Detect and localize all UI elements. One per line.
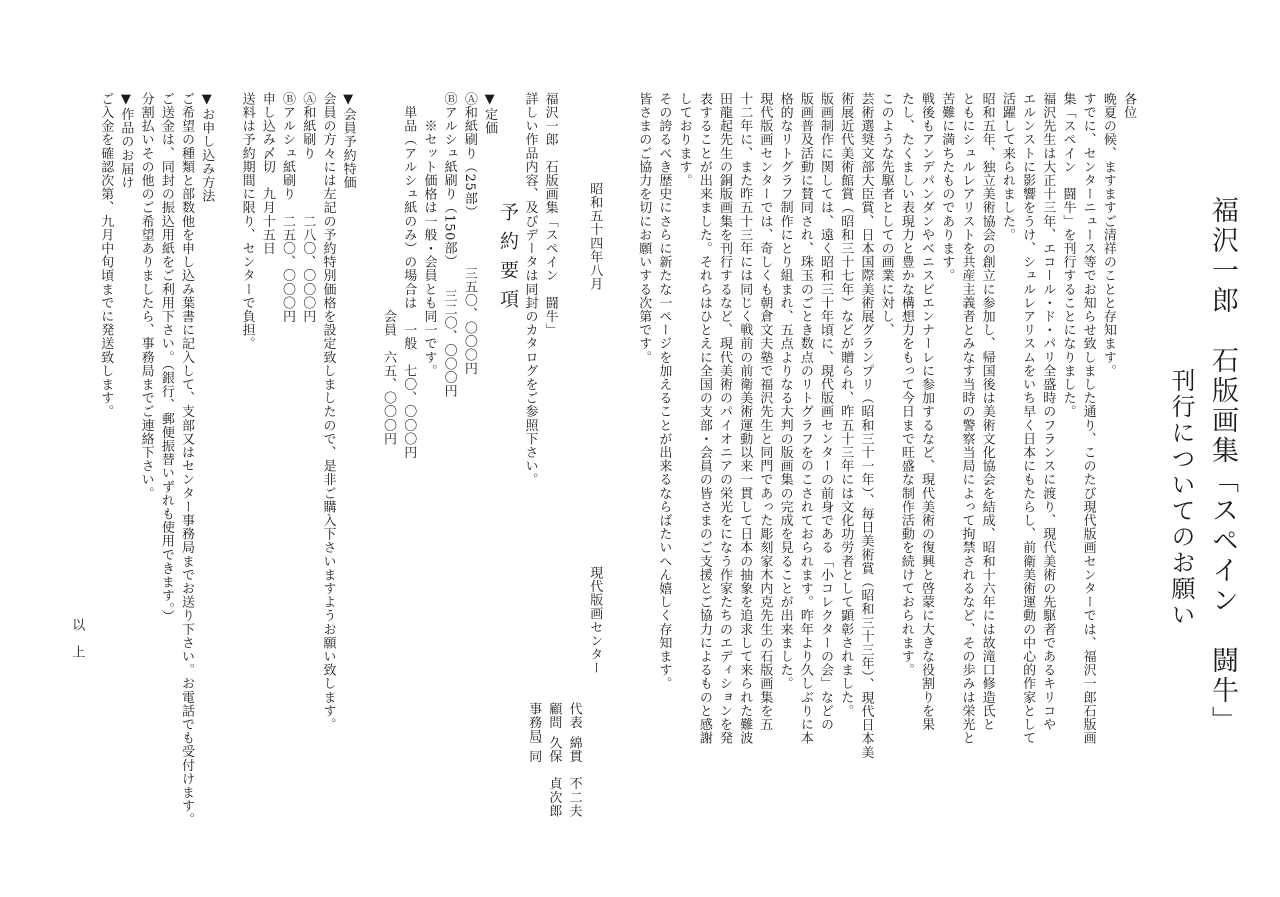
document-title: 福沢一郎 石版画集「スペイン 闘牛」	[1207, 196, 1238, 736]
signatory-names: 綿貫 不二夫 久保 貞次郎 一同	[526, 736, 582, 818]
closing-mark: 以上	[69, 618, 85, 672]
letter-body: 各位 晩夏の候、ますますご清祥のことと存知ます。 すでに、センターニュース等でお知らせ致しました通り、このたび現代版画センターでは、福沢一郎石版画 集「スペイン 闘牛」を刊行することになりました。 福沢先生は大正十三年、エコール・ド・パリ全盛時のフランスに渡り、現代美術の先駆者であるキリコや エルンストに影響をうけ、シュルレアリスムをいち早く日本にもたらし、前衛美術運動の中心的作家として 活躍して来られました。 昭和五年、独立美術協会の創立に参加し、帰国後は美術文化協会を結成、昭和十六年には故滝口修造氏と ともにシュルレアリストを共産主義者とみなす当時の警察当局によって拘禁されるなど、その歩みは栄光と 苦難に満ちたものであります。 戦後もアンデパンダンやベニスビエンナーレに参加するなど、現代美術の復興と啓蒙に大きな役割りを果 たし、たくましい表現力と豊かな構想力をもって今日まで旺盛な制作活動を続けておられます。 このような先駆者としての画業に対し、 芸術選奨文部大臣賞、日本国際美術展グランプリ（昭和三十一年）、毎日美術賞（昭和三十三年）、現代日本美 術展近代美術館賞（昭和三十七年）などが贈られ、昨五十三年には文化功労者として顕彰されました。 版画制作に関しては、遠く昭和三十年頃に、現代版画センターの前身である「小コレクターの会」などの 版画普及活動に賛同され、珠玉のごとき数点のリトグラフをのこされておられます。昨年より久しぶりに本 格的なリトグラフ制作にとり組まれ、五点よりなる大判の版画集の完成を見ることが出来ました。 現代版画センターでは、奇しくも朝倉文夫塾で福沢先生と同門であった彫刻家木内克先生の石版画集を五 十二年に、また昨五十三年には同じく戦前の前衛美術運動以来一貫して日本の抽象を追求して来られた難波 田龍起先生の銅版画集を刊行するなど、現代美術のパイオニアの栄光をになう作家たちのエディションを発 表することが出来ました。それらはひとえに全国の支部・会員の皆さまのご支援とご協力によるものと感謝 しております。 その誇るべき歴史にさらに新たな一ページを加えることが出来るならばたいへん嬉しく存知ます。 皆さまのご協力を切にお願いする次第です。	[636, 92, 1137, 759]
terms-heading: 予約要項	[497, 202, 519, 318]
signatory-titles: 代表 顧問 事務局	[526, 702, 582, 743]
document-subtitle: 刊行についてのお願い	[1167, 368, 1195, 628]
letter-sender: 現代版画センター	[587, 566, 603, 675]
terms-body: 福沢一郎 石版画集「スペイン 闘牛」 詳しい作品内容、及びデータは同封のカタログをご参照下さい。 ▼定価 Ⓐ和紙刷り（25部） 三五〇、〇〇〇円 Ⓑアルシュ紙刷り（150部） 三二〇、〇〇〇円 ※セット価格は一般・会員とも同一です。 単品（アルシュ紙のみ）の場合は 一般 七〇、〇〇〇円 会員 六五、〇〇〇円 ▼会員予約特価 会員の方々には左記の予約特別価格を設定致しましたので、是非ご購入下さいますようお願い致します。 Ⓐ和紙刷り 二八〇、〇〇〇円 Ⓑアルシュ紙刷り 二五〇、〇〇〇円 申し込み〆切 九月十五日 送料は予約期間に限り、センターで負担。 ▼お申し込み方法 ご希望の種類と部数他を申し込み葉書に記入して、支部又はセンター事務局までお送り下さい。お電話でも受付けます。 ご送金は、同封の振込用紙をご利用下さい。（銀行、郵便振替いずれも使用できます。） 分割払いその他のご希望ありましたら、事務局までご連絡下さい。 ▼作品のお届け ご入金を確認次第、九月中旬頃までに発送致します。	[98, 92, 558, 827]
letter-date: 昭和五十四年八月	[587, 182, 603, 291]
